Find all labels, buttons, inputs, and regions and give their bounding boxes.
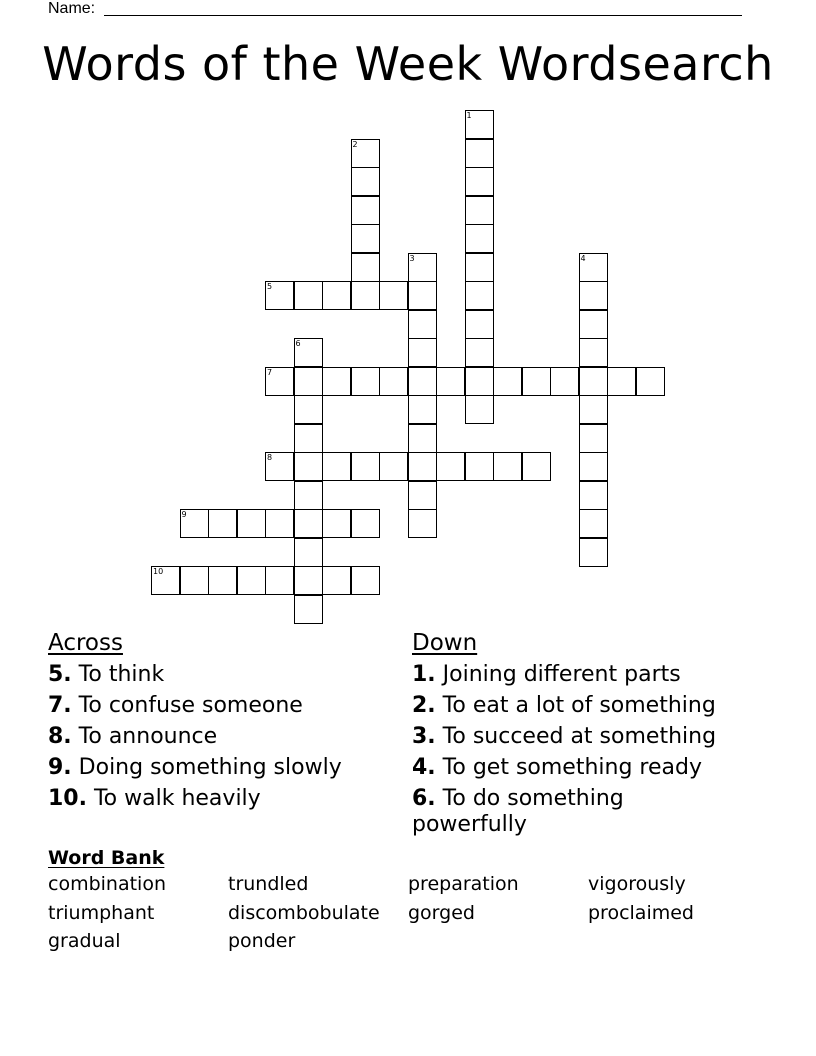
crossword-cell[interactable]	[579, 481, 608, 510]
word-bank-title: Word Bank	[48, 847, 165, 869]
crossword-cell[interactable]	[351, 139, 380, 168]
crossword-cell[interactable]	[351, 224, 380, 253]
crossword-cell[interactable]	[465, 139, 494, 168]
crossword-cell[interactable]	[294, 281, 323, 310]
clue-across-7	[48, 693, 378, 719]
crossword-cell[interactable]	[351, 566, 380, 595]
word-bank-item: combination	[48, 873, 166, 895]
clue-number: 8.	[48, 724, 72, 749]
cell-number: 8	[267, 453, 273, 462]
crossword-cell[interactable]	[465, 253, 494, 282]
crossword-cell[interactable]	[294, 481, 323, 510]
crossword-cell[interactable]	[151, 566, 180, 595]
crossword-cell[interactable]	[322, 452, 351, 481]
crossword-cell[interactable]	[208, 509, 237, 538]
crossword-cell[interactable]	[579, 509, 608, 538]
cell-number: 2	[352, 139, 358, 149]
clue-text: To get something ready	[442, 755, 702, 780]
word-bank-item: trundled	[228, 873, 309, 895]
crossword-cell[interactable]	[522, 452, 551, 481]
crossword-cell[interactable]	[465, 224, 494, 253]
word-bank-item: gradual	[48, 930, 121, 952]
crossword-cell[interactable]	[180, 566, 209, 595]
crossword-cell[interactable]	[436, 367, 465, 396]
word-bank-list	[48, 871, 768, 955]
page-title: Words of the Week Wordsearch	[42, 37, 774, 91]
crossword-cell[interactable]	[351, 253, 380, 282]
crossword-cell[interactable]	[579, 310, 608, 339]
crossword-cell[interactable]	[465, 367, 494, 396]
clue-across-8	[48, 724, 378, 750]
crossword-cell[interactable]	[465, 281, 494, 310]
down-heading: Down	[412, 630, 478, 656]
crossword-cell[interactable]	[408, 395, 437, 424]
clue-text: To do something powerfully	[412, 786, 624, 837]
clue-across-9	[48, 755, 378, 781]
crossword-cell[interactable]	[351, 367, 380, 396]
crossword-cell[interactable]	[579, 281, 608, 310]
word-bank-item: ponder	[228, 930, 296, 952]
across-heading: Across	[48, 630, 123, 656]
cell-number: 10	[153, 567, 164, 576]
crossword-cell[interactable]	[465, 196, 494, 225]
crossword-cell[interactable]	[351, 281, 380, 310]
crossword-cell[interactable]	[379, 452, 408, 481]
clue-across-10	[48, 786, 378, 812]
crossword-cell[interactable]	[408, 338, 437, 367]
across-clues	[48, 628, 408, 817]
crossword-cell[interactable]	[294, 424, 323, 453]
clue-number: 9.	[48, 755, 72, 780]
crossword-cell[interactable]	[550, 367, 579, 396]
clue-down-6	[412, 786, 742, 838]
clue-down-4	[412, 755, 742, 781]
cell-number: 4	[580, 253, 586, 263]
crossword-cell[interactable]	[408, 424, 437, 453]
clue-down-2	[412, 693, 742, 719]
crossword-cell[interactable]	[351, 167, 380, 196]
crossword-cell[interactable]	[294, 338, 323, 367]
crossword-cell[interactable]	[408, 367, 437, 396]
crossword-cell[interactable]	[265, 509, 294, 538]
crossword-cell[interactable]	[493, 452, 522, 481]
crossword-cell[interactable]	[322, 509, 351, 538]
word-bank	[48, 845, 768, 955]
crossword-cell[interactable]	[351, 196, 380, 225]
crossword-cell[interactable]	[579, 338, 608, 367]
clue-number: 6.	[412, 786, 436, 811]
crossword-cell[interactable]	[408, 509, 437, 538]
crossword-cell[interactable]	[322, 566, 351, 595]
name-label: Name:	[48, 0, 96, 17]
crossword-cell[interactable]	[636, 367, 665, 396]
crossword-cell[interactable]	[436, 452, 465, 481]
crossword-cell[interactable]	[379, 281, 408, 310]
clue-number: 5.	[48, 662, 72, 687]
crossword-cell[interactable]	[579, 452, 608, 481]
crossword-cell[interactable]	[579, 538, 608, 567]
crossword-cell[interactable]	[294, 395, 323, 424]
crossword-cell[interactable]	[493, 367, 522, 396]
crossword-cell[interactable]	[579, 253, 608, 282]
word-bank-item: triumphant	[48, 901, 155, 924]
crossword-cell[interactable]	[408, 310, 437, 339]
crossword-cell[interactable]	[265, 281, 294, 310]
clue-text: To confuse someone	[78, 693, 303, 718]
clue-number: 1.	[412, 662, 436, 687]
word-bank-item: preparation	[408, 873, 519, 895]
crossword-cell[interactable]	[294, 367, 323, 396]
crossword-cell[interactable]	[294, 595, 323, 624]
word-bank-item: proclaimed	[588, 901, 694, 924]
crossword-cell[interactable]	[408, 452, 437, 481]
cell-number: 7	[267, 367, 273, 377]
crossword-cell[interactable]	[522, 367, 551, 396]
clue-text: Doing something slowly	[78, 755, 342, 780]
clue-number: 3.	[412, 724, 436, 749]
crossword-cell[interactable]	[265, 367, 294, 396]
crossword-cell[interactable]	[408, 253, 437, 282]
clue-down-1	[412, 662, 742, 688]
cell-number: 1	[466, 111, 472, 120]
word-bank-item: discombobulate	[228, 901, 380, 924]
clue-number: 4.	[412, 755, 436, 780]
word-bank-item: gorged	[408, 901, 475, 924]
crossword-cell[interactable]	[607, 367, 636, 396]
crossword-cell[interactable]	[465, 395, 494, 424]
crossword-cell[interactable]	[379, 367, 408, 396]
crossword-cell[interactable]	[351, 509, 380, 538]
crossword-cell[interactable]	[408, 281, 437, 310]
clue-text: To succeed at something	[442, 724, 717, 749]
clue-text: To announce	[78, 724, 218, 749]
crossword-cell[interactable]	[265, 452, 294, 481]
crossword-cell[interactable]	[237, 566, 266, 595]
crossword-cell[interactable]	[294, 452, 323, 481]
crossword-cell[interactable]	[465, 167, 494, 196]
clue-number: 10.	[48, 786, 87, 811]
cell-number: 5	[267, 282, 273, 291]
crossword-cell[interactable]	[465, 310, 494, 339]
crossword-cell[interactable]	[322, 281, 351, 310]
word-bank-item: vigorously	[588, 873, 686, 895]
cell-number: 6	[295, 339, 301, 348]
crossword-cell[interactable]	[265, 566, 294, 595]
crossword-cell[interactable]	[579, 424, 608, 453]
crossword-cell[interactable]	[408, 481, 437, 510]
crossword-cell[interactable]	[294, 538, 323, 567]
clue-text: Joining different parts	[442, 662, 681, 687]
clue-down-3	[412, 724, 742, 750]
crossword-cell[interactable]	[579, 395, 608, 424]
clue-text: To walk heavily	[93, 786, 261, 811]
crossword-cell[interactable]	[351, 452, 380, 481]
clue-number: 7.	[48, 693, 72, 718]
crossword-cell[interactable]	[294, 509, 323, 538]
clue-across-5	[48, 662, 378, 688]
crossword-cell[interactable]	[579, 367, 608, 396]
crossword-cell[interactable]	[465, 338, 494, 367]
crossword-cell[interactable]	[294, 566, 323, 595]
crossword-cell[interactable]	[322, 367, 351, 396]
crossword-cell[interactable]	[237, 509, 266, 538]
cell-number: 3	[409, 253, 415, 263]
crossword-cell[interactable]	[180, 509, 209, 538]
crossword-cell[interactable]	[465, 110, 494, 139]
clue-number: 2.	[412, 693, 436, 718]
clue-text: To think	[78, 662, 165, 687]
cell-number: 9	[181, 510, 187, 519]
crossword-cell[interactable]	[465, 452, 494, 481]
clue-text: To eat a lot of something	[442, 693, 716, 718]
crossword-cell[interactable]	[208, 566, 237, 595]
down-clues	[412, 628, 772, 843]
